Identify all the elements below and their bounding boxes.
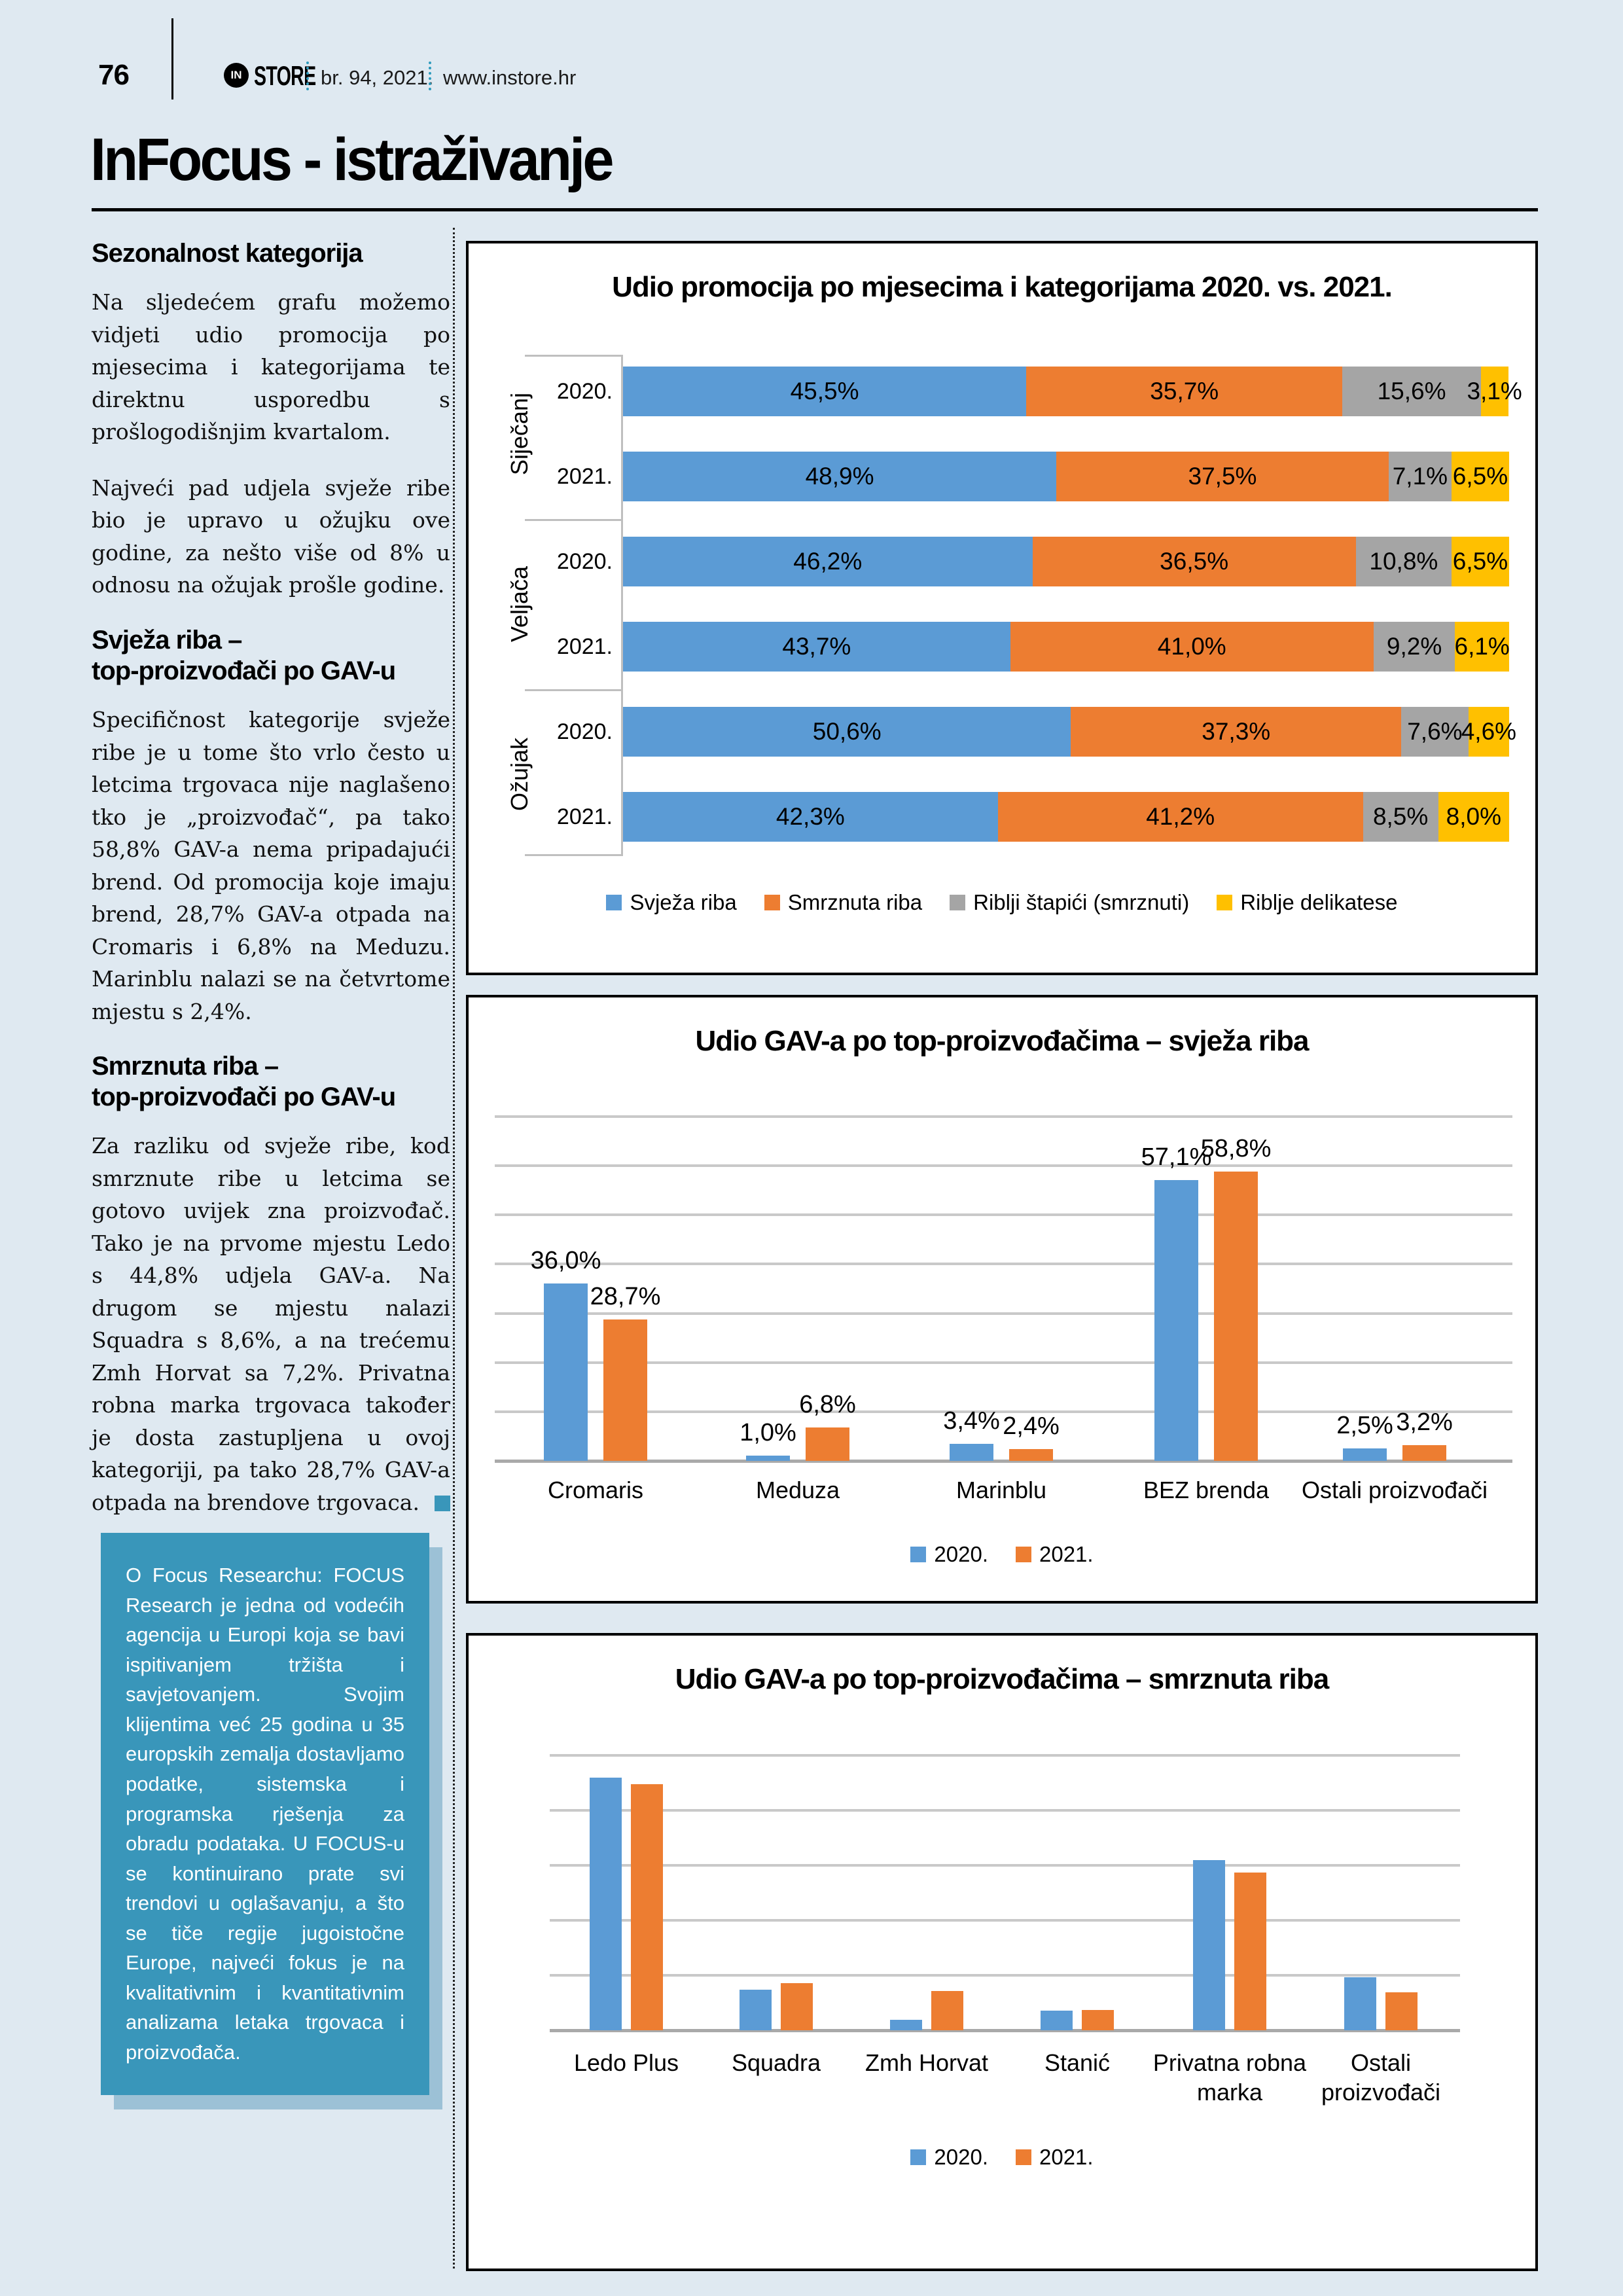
bar-segment-riblje-delikatese: [1452, 452, 1509, 501]
article-heading-sezonalnost: Sezonalnost kategorija: [92, 239, 363, 268]
instore-logo-icon: IN: [224, 63, 249, 88]
bar-segment-riblji-tapi-i-smrznuti: [1401, 707, 1469, 757]
chart-title: Udio GAV-a po top-proizvođačima – smrznuta riba: [675, 1663, 1329, 1695]
category-label-zmh-horvat: Zmh Horvat: [865, 2049, 989, 2076]
article-heading-smrznuta-riba: [92, 1051, 450, 1113]
bar-bez-brenda-2021: [1214, 1172, 1258, 1461]
legend-item-smrznuta-riba: [764, 890, 922, 915]
axis-year-label: 2020.: [556, 719, 613, 744]
gridline: [550, 1754, 1460, 1757]
category-label-stani: Stanić: [1044, 2049, 1111, 2076]
bar-bez-brenda-2020: [1154, 1180, 1198, 1461]
bar-segment-svje-a-riba: [623, 452, 1056, 501]
bar-value-label: 45,5%: [790, 378, 859, 404]
chart-title: Udio GAV-a po top-proizvođačima – svježa riba: [695, 1025, 1309, 1057]
website-url: www.instore.hr: [443, 66, 577, 89]
bar-value-label: 36,0%: [530, 1247, 601, 1275]
category-label-marinblu: Marinblu: [955, 1477, 1047, 1503]
article-heading-svjeza-riba: [92, 625, 450, 687]
bar-zmh-horvat-2021: [931, 1991, 963, 2030]
legend-item-riblje-delikatese: [1217, 890, 1397, 915]
bar-segment-smrznuta-riba: [1071, 707, 1401, 757]
chart-panel-gav-fresh-fish: [466, 995, 1538, 1604]
bar-privatna-robna-marka-2020: [1193, 1860, 1225, 2030]
bar-ostali-proizvo-a-i-2020: [1343, 1448, 1387, 1461]
gridline: [550, 1809, 1460, 1812]
bar-marinblu-2021: [1009, 1449, 1053, 1461]
gridline: [495, 1312, 1512, 1315]
bar-value-label: 2,5%: [1336, 1412, 1393, 1440]
bar-value-label: 6,8%: [799, 1390, 856, 1418]
gridline: [550, 1919, 1460, 1922]
axis-group-tick: [525, 355, 623, 357]
bar-ledo-plus-2020: [590, 1778, 622, 2030]
bar-segment-riblje-delikatese: [1467, 367, 1522, 416]
bar-segment-riblje-delikatese: [1461, 707, 1517, 757]
gridline: [495, 1164, 1512, 1167]
bar-privatna-robna-marka-2021: [1234, 1873, 1266, 2030]
bar-segment-smrznuta-riba: [998, 792, 1363, 842]
legend-swatch: [910, 1547, 926, 1562]
bar-value-label: 37,5%: [1188, 463, 1257, 490]
bar-value-label: 2,4%: [1003, 1412, 1060, 1440]
bar-value-label: 9,2%: [1386, 633, 1442, 660]
legend-swatch: [1016, 1547, 1031, 1562]
heading-line: Smrznuta riba –: [92, 1052, 279, 1081]
chart-legend: [469, 2145, 1535, 2170]
bar-value-label: 6,5%: [1452, 463, 1508, 490]
gridline: [495, 1115, 1512, 1118]
bar-stani-2020: [1041, 2011, 1073, 2030]
axis-month-label: Veljača: [506, 565, 533, 643]
end-of-article-marker: [435, 1496, 450, 1511]
axis-baseline: [550, 2029, 1460, 2032]
bar-value-label: 46,2%: [793, 548, 863, 575]
category-label-privatna-robna-marka: Privatna robna marka: [1152, 2049, 1307, 2106]
header-dotted-separator: [429, 62, 431, 90]
title-rule: [92, 208, 1538, 211]
bar-meduza-2021: [806, 1427, 849, 1461]
bar-segment-svje-a-riba: [623, 707, 1071, 757]
header-dotted-separator: [306, 62, 309, 90]
plot-area: [550, 1755, 1460, 2030]
gridline: [495, 1213, 1512, 1216]
bar-segment-svje-a-riba: [623, 622, 1010, 672]
heading-line: top-proizvođači po GAV-u: [92, 656, 396, 685]
category-label-bez-brenda: BEZ brenda: [1143, 1477, 1270, 1503]
bar-value-label: 1,0%: [740, 1419, 796, 1447]
bar-squadra-2020: [740, 1990, 772, 2030]
bar-zmh-horvat-2020: [890, 2020, 922, 2030]
section-title: InFocus - istraživanje: [90, 126, 612, 193]
legend-label: 2021.: [1039, 2145, 1094, 2169]
bar-segment-riblji-tapi-i-smrznuti: [1374, 622, 1455, 672]
stacked-bar-row: [623, 452, 1509, 501]
stacked-bar-row: [623, 537, 1509, 586]
category-axis-line: [621, 355, 623, 854]
bar-value-label: 42,3%: [776, 803, 845, 830]
axis-month-label: Siječanj: [506, 392, 533, 476]
chart-panel-promotions-by-month: [466, 241, 1538, 975]
bar-ostali-proizvo-a-i-2021: [1385, 1992, 1418, 2030]
axis-year-label: 2021.: [556, 464, 613, 489]
bar-stani-2021: [1082, 2010, 1114, 2030]
bar-segment-smrznuta-riba: [1033, 537, 1356, 586]
bar-segment-svje-a-riba: [623, 792, 998, 842]
stacked-bar-row: [623, 622, 1509, 672]
bar-meduza-2020: [746, 1456, 790, 1461]
bar-value-label: 35,7%: [1150, 378, 1219, 404]
bar-segment-smrznuta-riba: [1026, 367, 1342, 416]
bar-value-label: 43,7%: [782, 633, 851, 660]
bar-value-label: 8,0%: [1446, 803, 1501, 830]
gridline: [550, 1864, 1460, 1867]
legend-label: 2020.: [934, 2145, 988, 2169]
legend-label: Smrznuta riba: [787, 890, 923, 914]
bar-value-label: 3,2%: [1396, 1408, 1453, 1436]
page-number: 76: [98, 59, 129, 91]
gridline: [550, 1974, 1460, 1977]
bar-segment-riblje-delikatese: [1455, 622, 1509, 672]
legend-item-svje-a-riba: [606, 890, 736, 915]
heading-line: top-proizvođači po GAV-u: [92, 1083, 396, 1112]
article-paragraph: Najveći pad udjela svježe ribe bio je upravo u ožujku ove godine, za nešto više od 8% u odnosu na ožujak prošle godine.: [92, 475, 450, 598]
issue-number: br. 94, 2021.: [321, 66, 434, 89]
legend-item-riblji-tapi-i-smrznuti: [950, 890, 1189, 915]
legend-item-2021: [1016, 1542, 1094, 1567]
paragraph-text: Za razliku od svježe ribe, kod smrznute ribe u letcima se gotovo uvijek zna proizvođač. Tako je na prvome mjestu Ledo s 44,8% udjela GAV-a. Na drugom se mjestu nalazi Squadra s 8,6%, a na trećemu Zmh Horvat sa 7,2%. Privatna robna marka trgovaca također je dosta zastupljena u ovoj kategoriji, pa tako 28,7% GAV-a otpada na brendove trgovaca.: [92, 1133, 450, 1515]
legend-label: Riblji štapići (smrznuti): [973, 890, 1190, 914]
chart-legend: [469, 1542, 1535, 1567]
header-divider: [171, 18, 173, 99]
bar-segment-svje-a-riba: [623, 367, 1026, 416]
bar-ostali-proizvo-a-i-2020: [1344, 1977, 1376, 2030]
about-focus-box: [101, 1533, 429, 2095]
category-label-ostali-proizvo-a-i: Ostali proizvođači: [1321, 2049, 1441, 2106]
category-label-ostali-proizvo-a-i: Ostali proizvođači: [1301, 1477, 1488, 1503]
bar-value-label: 15,6%: [1377, 378, 1446, 404]
axis-year-label: 2020.: [556, 549, 613, 574]
bar-segment-riblje-delikatese: [1438, 792, 1509, 842]
category-label-ledo-plus: Ledo Plus: [573, 2049, 679, 2076]
bar-value-label: 7,1%: [1392, 463, 1448, 490]
chart-panel-gav-frozen-fish: [466, 1633, 1538, 2271]
axis-group-tick: [525, 519, 623, 521]
legend-label: 2020.: [934, 1542, 988, 1566]
bar-segment-riblji-tapi-i-smrznuti: [1363, 792, 1438, 842]
category-label-meduza: Meduza: [755, 1477, 840, 1503]
axis-year-label: 2021.: [556, 804, 613, 829]
bar-segment-smrznuta-riba: [1056, 452, 1389, 501]
bar-value-label: 28,7%: [590, 1283, 661, 1311]
bar-segment-riblji-tapi-i-smrznuti: [1342, 367, 1480, 416]
chart-title: Udio promocija po mjesecima i kategorijama 2020. vs. 2021.: [612, 271, 1392, 303]
axis-year-label: 2021.: [556, 634, 613, 659]
gridline: [495, 1263, 1512, 1265]
bar-value-label: 48,9%: [805, 463, 874, 490]
axis-group-tick: [525, 854, 623, 856]
bar-value-label: 8,5%: [1372, 803, 1429, 830]
category-label-squadra: Squadra: [731, 2049, 821, 2076]
axis-month-label: Ožujak: [506, 737, 533, 812]
legend-label: 2021.: [1039, 1542, 1094, 1566]
column-separator: [453, 228, 455, 2269]
bar-squadra-2021: [781, 1983, 813, 2030]
bar-value-label: 6,5%: [1452, 548, 1508, 575]
bar-value-label: 6,1%: [1454, 633, 1510, 660]
article-paragraph: [92, 1130, 450, 1518]
stacked-bar-row: [623, 792, 1509, 842]
bar-value-label: 41,2%: [1146, 803, 1215, 830]
bar-segment-smrznuta-riba: [1010, 622, 1374, 672]
legend-label: Riblje delikatese: [1240, 890, 1398, 914]
plot-area: [495, 1117, 1512, 1461]
chart-legend: [469, 890, 1535, 915]
article-paragraph: Specifičnost kategorije svježe ribe je u tome što vrlo često u letcima trgovaca nije naglašeno tko je „proizvođač“, pa tako 58,8% GAV-a nema pripadajući brend. Od promocija koje imaju brend, 28,7% GAV-a otpada na Cromaris i 6,8% na Meduzu. Marinblu nalazi se na četvrtome mjestu s 2,4%.: [92, 707, 450, 1024]
bar-value-label: 41,0%: [1157, 633, 1226, 660]
bar-cromaris-2021: [603, 1319, 647, 1461]
gridline: [495, 1361, 1512, 1364]
bar-value-label: 3,1%: [1467, 378, 1522, 404]
axis-group-tick: [525, 689, 623, 691]
bar-value-label: 10,8%: [1369, 548, 1438, 575]
bar-segment-riblji-tapi-i-smrznuti: [1356, 537, 1452, 586]
bar-value-label: 3,4%: [943, 1407, 1000, 1435]
bar-value-label: 36,5%: [1160, 548, 1229, 575]
legend-label: Svježa riba: [630, 890, 737, 914]
bar-value-label: 58,8%: [1200, 1135, 1272, 1163]
bar-ledo-plus-2021: [631, 1784, 663, 2030]
stacked-bar-row: [623, 367, 1522, 416]
bar-value-label: 50,6%: [812, 718, 882, 745]
bar-value-label: 4,6%: [1461, 718, 1517, 745]
bar-value-label: 7,6%: [1407, 718, 1463, 745]
article-paragraph: Na sljedećem grafu možemo vidjeti udio promocija po mjesecima i kategorijama te direktnu usporedbu s prošlogodišnjim kvartalom.: [92, 289, 450, 445]
legend-swatch: [1016, 2149, 1031, 2165]
bar-value-label: 37,3%: [1202, 718, 1271, 745]
bar-value-label: 57,1%: [1141, 1143, 1212, 1171]
heading-line: Svježa riba –: [92, 625, 242, 655]
stacked-bar-row: [623, 707, 1517, 757]
article-column: [92, 229, 450, 1542]
legend-swatch: [910, 2149, 926, 2165]
bar-ostali-proizvo-a-i-2021: [1402, 1445, 1446, 1461]
axis-year-label: 2020.: [556, 379, 613, 404]
legend-item-2020: [910, 1542, 988, 1567]
bar-segment-riblje-delikatese: [1452, 537, 1509, 586]
bar-segment-svje-a-riba: [623, 537, 1033, 586]
logo-text: STORE: [254, 60, 316, 91]
legend-item-2020: [910, 2145, 988, 2170]
bar-segment-riblji-tapi-i-smrznuti: [1389, 452, 1452, 501]
category-label-cromaris: Cromaris: [547, 1477, 643, 1503]
legend-swatch: [764, 895, 780, 910]
bar-marinblu-2020: [950, 1444, 993, 1461]
legend-swatch: [606, 895, 622, 910]
legend-swatch: [950, 895, 965, 910]
legend-swatch: [1217, 895, 1232, 910]
about-focus-text: O Focus Researchu: FOCUS Research je jedna od vodećih agencija u Europi koja se bavi ispitivanjem tržišta i savjetovanjem. Svojim klijentima već 25 godina u 35 europskih zemalja dostavljamo podatke, sistemska i programska rješenja za obradu podataka. U FOCUS-u se kontinuirano prate svi trendovi u oglašavanju, a što se tiče regije jugoistočne Europe, najveći fokus je na kvalitativnim i kvantitativnim analizama letaka trgovaca i proizvođača.: [126, 1564, 404, 2064]
legend-item-2021: [1016, 2145, 1094, 2170]
